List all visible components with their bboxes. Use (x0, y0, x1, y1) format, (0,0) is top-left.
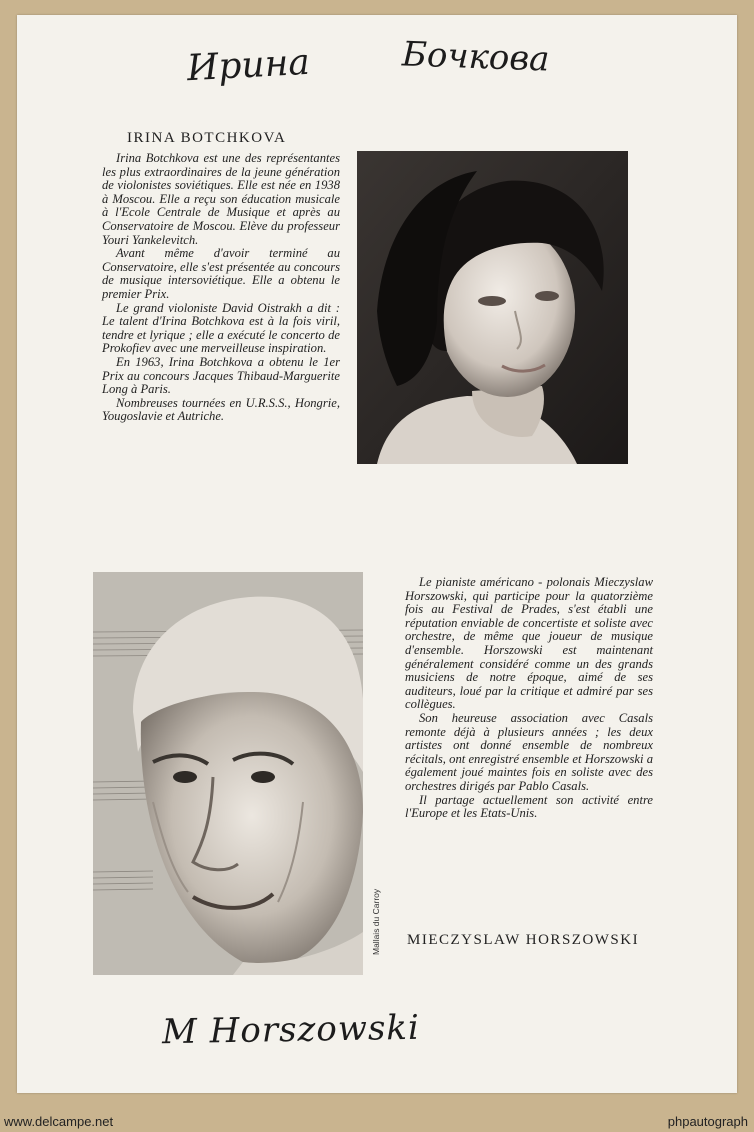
footer-watermark-right: phpautograph (667, 1114, 748, 1129)
portrait-photo-botchkova (357, 151, 628, 464)
bio-mieczyslaw-horszowski (405, 576, 653, 821)
bio-paragraph: Le grand violoniste David Oistrakh a dit : Le talent d'Irina Botchkova est à la fois viril, tendre et lyrique ; elle a exécuté le concerto de Prokofiev avec une merveilleuse inspiration. (102, 300, 340, 356)
bio-paragraph: Son heureuse association avec Casals remonte déjà à plusieurs années ; les deux artistes ont donné ensemble de nombreux récitals, ont enregistré ensemble et Horszowski a également joué maintes fois en soliste avec des orchestres dirigés par Pablo Casals. (405, 710, 653, 793)
portrait-photo-horszowski (93, 572, 363, 975)
bio-paragraph: Irina Botchkova est une des représentantes les plus extraordinaires de la jeune génération de violonistes soviétiques. Elle est née en 1938 à Moscou. Elle a reçu son éducation musicale à l'Ecole Centrale de Musique et après au Conservatoire de Moscou. Elève du professeur Youri Yankelevitch. (102, 151, 340, 247)
signature-botchkova-first: Ирина (186, 41, 311, 90)
bio-paragraph: Nombreuses tournées en U.R.S.S., Hongrie, Yougoslavie et Autriche. (102, 395, 340, 424)
signature-horszowski: M Horszowski (161, 1007, 421, 1053)
photo-credit: Mallais du Carroy (371, 888, 381, 955)
bio-paragraph: En 1963, Irina Botchkova a obtenu le 1er Prix au concours Jacques Thibaud-Marguerite Long à Paris. (102, 354, 340, 397)
signature-botchkova-last: Бочкова (401, 34, 551, 80)
bio-paragraph: Il partage actuellement son activité entre l'Europe et les Etats-Unis. (405, 792, 653, 821)
bio-irina-botchkova (102, 152, 340, 424)
program-page (17, 15, 737, 1093)
bio-paragraph: Le pianiste américano - polonais Mieczyslaw Horszowski, qui participe pour la quatorzième fois au Festival de Prades, s'est établi une réputation enviable de concertiste et soliste avec orchestre, de même que joueur de musique d'ensemble. Horszowski est maintenant généralement considéré comme un des grands musiciens de notre époque, aimé de ses auditeurs, loué par la critique et admiré par ses collègues. (405, 575, 653, 712)
heading-mieczyslaw-horszowski: MIECZYSLAW HORSZOWSKI (407, 932, 640, 948)
watermark-footer (0, 1112, 754, 1132)
portrait-woman-illustration (357, 151, 628, 464)
footer-watermark-left: www.delcampe.net (4, 1114, 114, 1129)
portrait-man-illustration (93, 572, 363, 975)
bio-paragraph: Avant même d'avoir terminé au Conservatoire, elle s'est présentée au concours de musique intersoviétique. Elle a obtenu le premier Prix. (102, 246, 340, 301)
heading-irina-botchkova: IRINA BOTCHKOVA (127, 130, 287, 146)
